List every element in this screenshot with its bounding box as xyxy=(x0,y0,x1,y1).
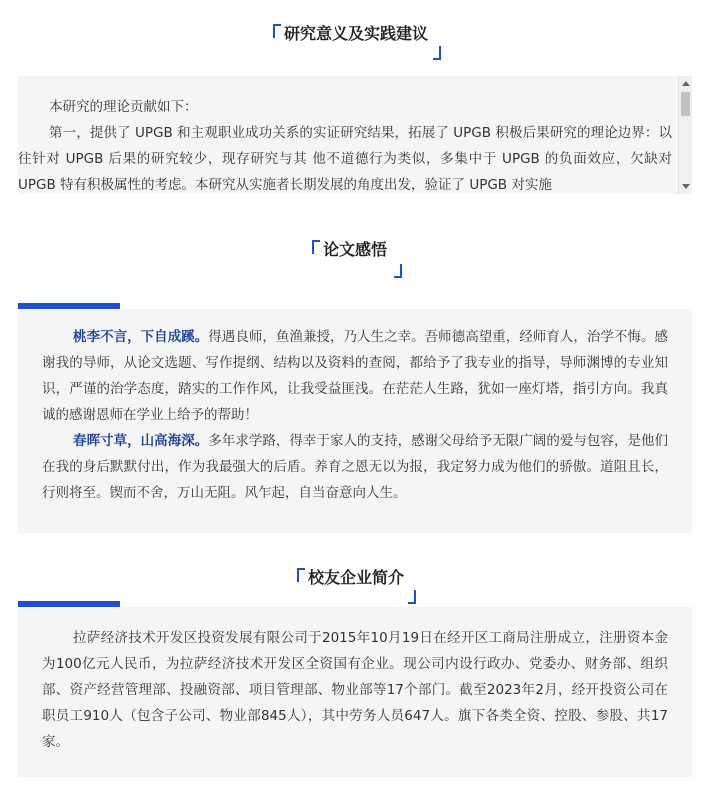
section-title: 论文感悟 xyxy=(323,240,388,259)
paragraph: 本研究的理论贡献如下： xyxy=(49,99,198,115)
scroll-down-arrow-icon[interactable] xyxy=(682,184,690,189)
reflection-box xyxy=(18,309,692,533)
highlight-phrase: 春晖寸草，山高海深。 xyxy=(73,433,209,449)
section-heading-reflection xyxy=(0,232,718,292)
open-bracket-icon xyxy=(297,568,305,582)
paragraph-text: 得遇良师，鱼渔兼授，乃人生之幸。吾师德高望重，经师育人，治学不悔。感谢我的导师，从论文选题、写作提纲、结构以及资料的查阅，都给予了我专业的指导，导师渊博的专业知识，严谨的治学态度，踏实的工作作风，让我受益匪浅。在茫茫人生路，犹如一座灯塔，指引方向。我真诚的感谢恩师在学业上给予的帮助！ xyxy=(42,329,669,423)
section-heading-research xyxy=(0,16,718,76)
close-bracket-icon xyxy=(394,264,402,278)
open-bracket-icon xyxy=(273,24,281,38)
research-scroll-box[interactable] xyxy=(18,76,692,194)
paragraph xyxy=(42,324,668,428)
scroll-thumb[interactable] xyxy=(681,92,690,116)
paragraph: 拉萨经济技术开发区投资发展有限公司于2015年10月19日在经开区工商局注册成立，注册资本金为100亿元人民币，为拉萨经济技术开发区全资国有企业。现公司内设行政办、党委办、财务部、组织部、资产经营管理部、投融资部、项目管理部、物业部等17个部门。截至2023年2月，经开投资公司在职员工910人（包含子公司、物业部845人），其中劳务人员647人。旗下各类全资、控股、参股、共17家。 xyxy=(42,630,668,750)
paragraph: 第一，提供了 UPGB 和主观职业成功关系的实证研究结果，拓展了 UPGB 积极后果研究的理论边界：以往针对 UPGB 后果的研究较少，现存研究与其 他不道德行为类似，多集中于 UPGB 的负面效应，欠缺对 UPGB 特有积极属性的考虑。本研究从实施者长期发展的角度出发，验证了 UPGB 对实施 xyxy=(18,125,672,193)
paragraph xyxy=(42,428,668,506)
alumni-box xyxy=(18,607,692,777)
section-title: 校友企业简介 xyxy=(308,568,405,587)
paragraph-text: 多年求学路，得幸于家人的支持，感谢父母给予无限广阔的爱与包容，是他们在我的身后默默付出，作为我最强大的后盾。养育之恩无以为报，我定努力成为他们的骄傲。道阻且长，行则将至。锲而不舍，万山无阻。风乍起，自当奋意向人生。 xyxy=(42,433,669,501)
close-bracket-icon xyxy=(433,46,441,60)
close-bracket-icon xyxy=(408,590,416,604)
section-title: 研究意义及实践建议 xyxy=(284,24,429,43)
scroll-up-arrow-icon[interactable] xyxy=(682,81,690,86)
highlight-phrase: 桃李不言，下自成蹊。 xyxy=(73,329,209,345)
vertical-scrollbar[interactable] xyxy=(678,76,692,194)
open-bracket-icon xyxy=(312,240,320,254)
research-content xyxy=(18,76,680,194)
